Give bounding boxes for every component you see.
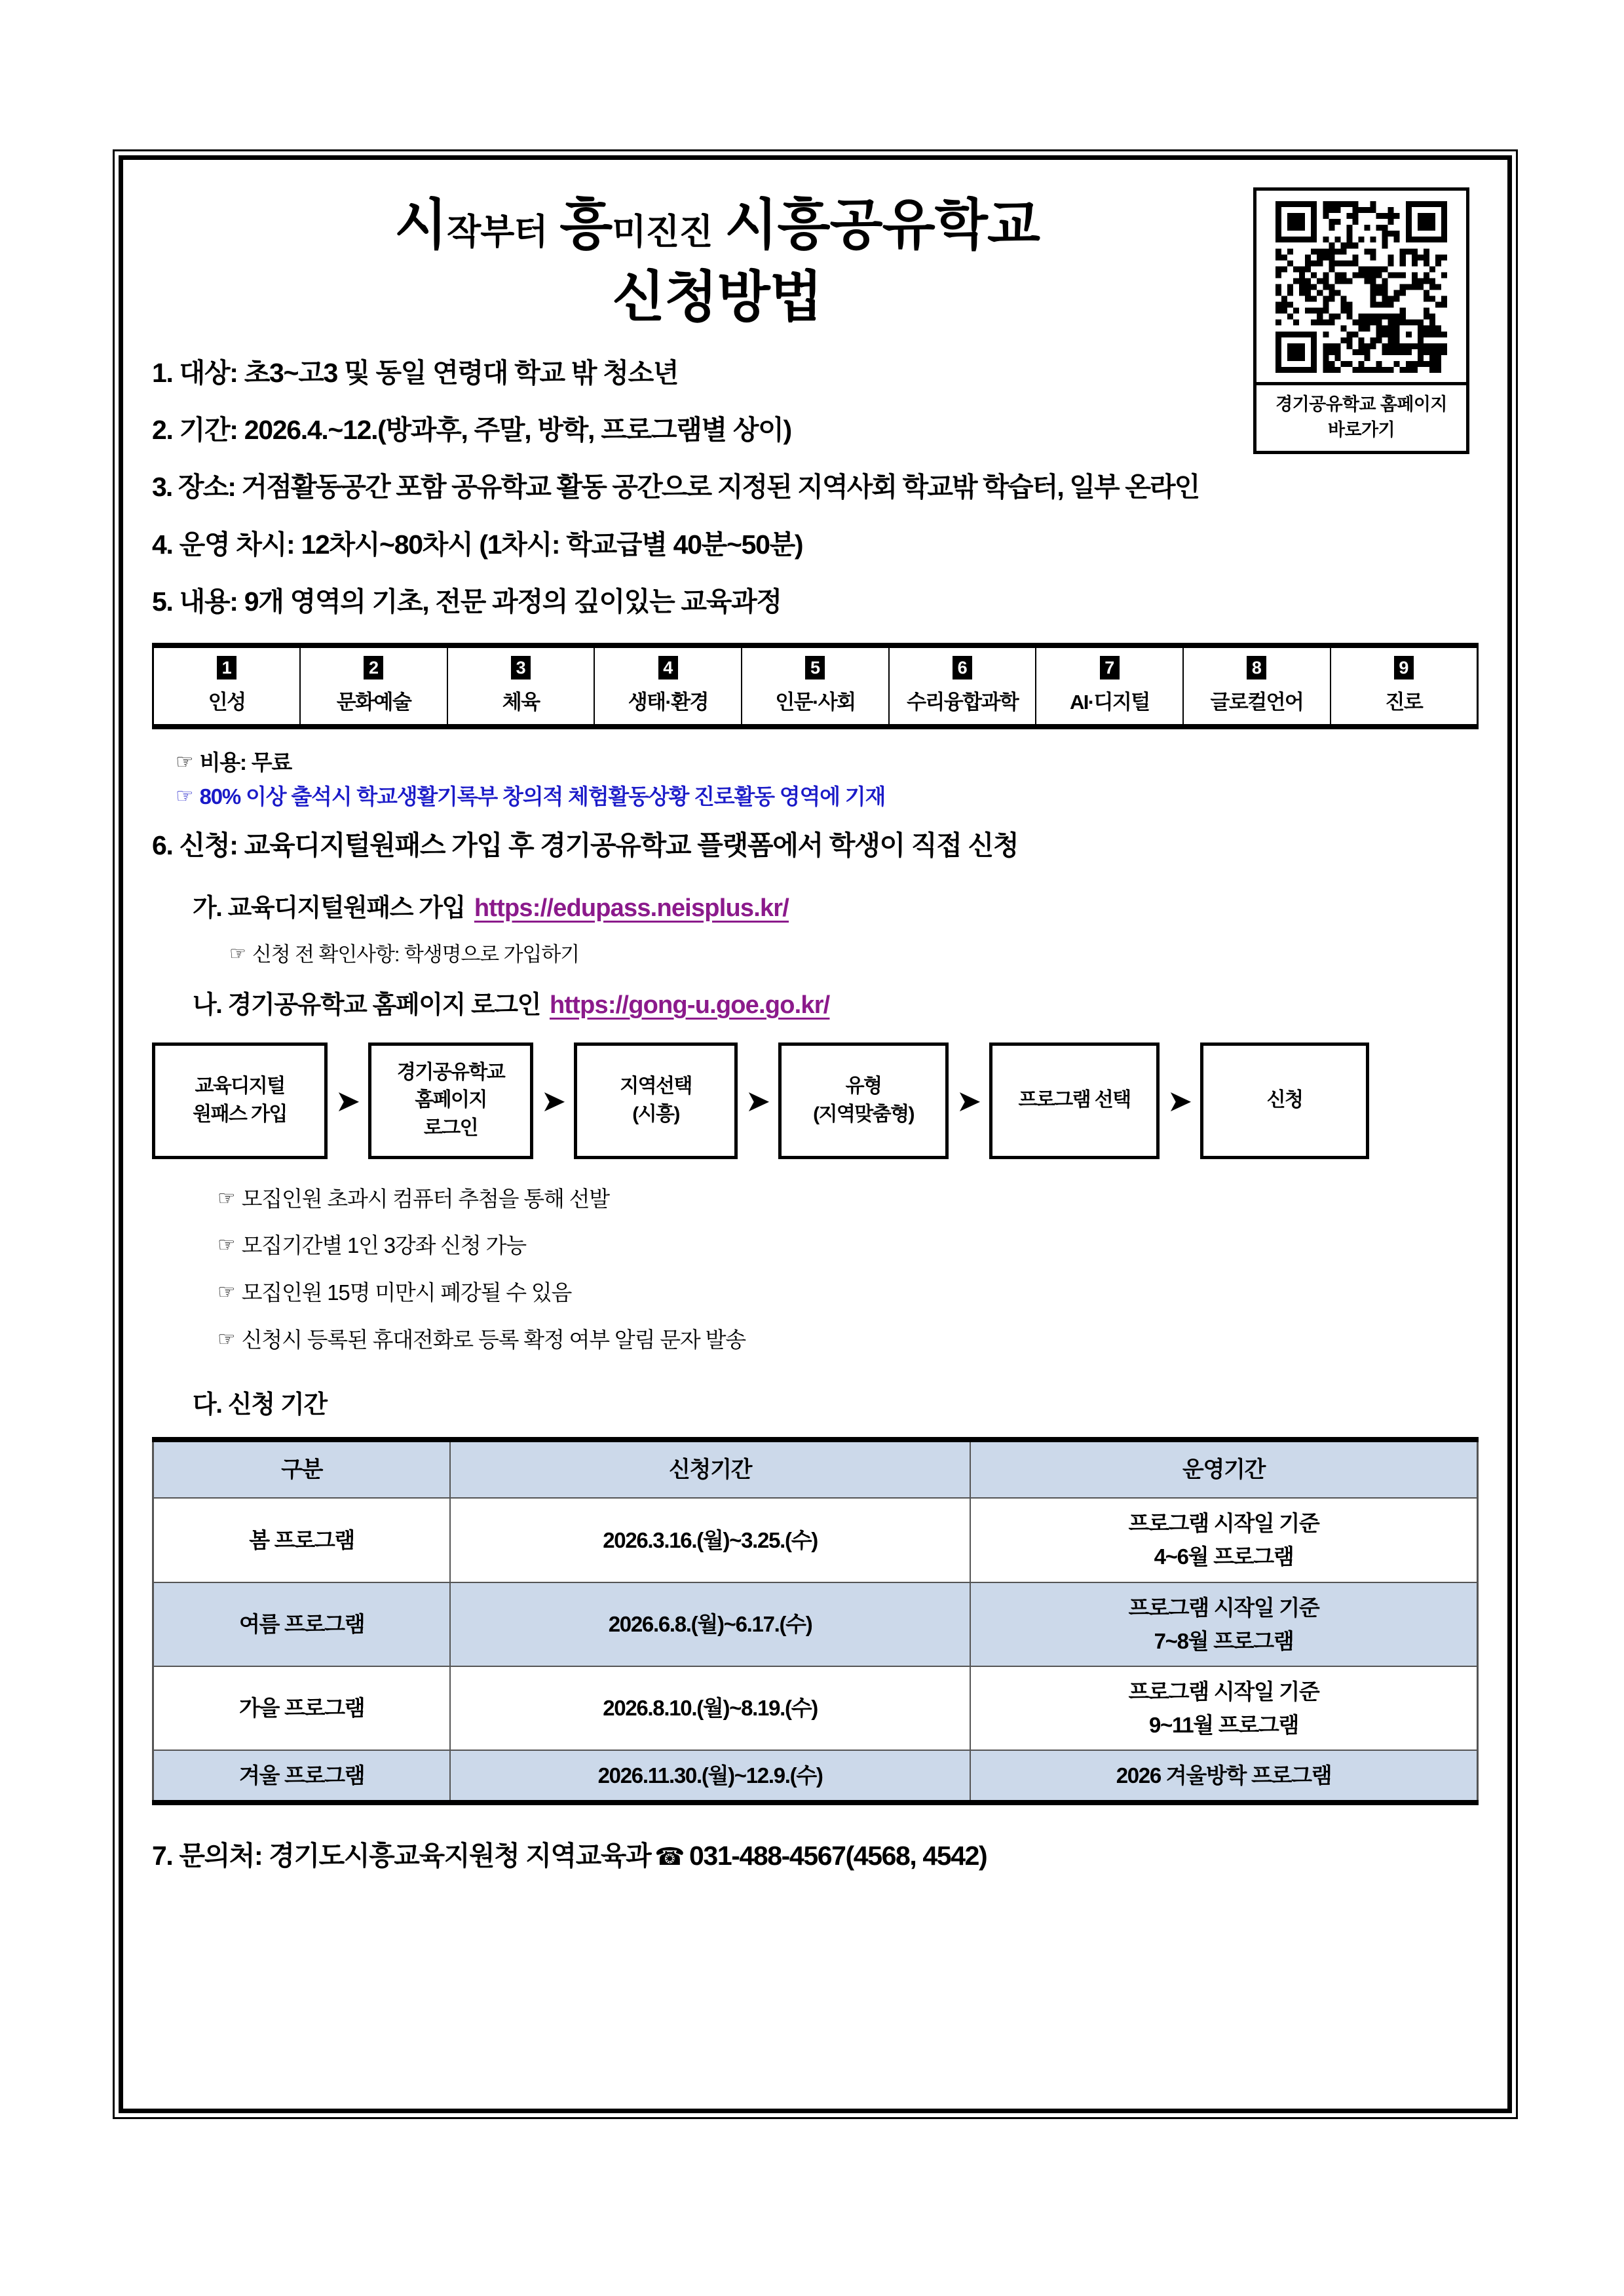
title-char-heung: 흥: [559, 194, 613, 256]
category-label-2: 문화예술: [336, 690, 411, 714]
page-subtitle: 신청방법: [612, 266, 822, 328]
flow-step-4-line-1: 유형: [845, 1075, 882, 1097]
hand-pointer-icon: ☞: [217, 1327, 235, 1350]
contact-office: 7. 문의처: 경기도시흥교육지원청 지역교육과: [152, 1841, 651, 1871]
hand-pointer-icon: ☞: [217, 1186, 235, 1210]
qr-caption-line-2: 바로가기: [1328, 420, 1395, 440]
schedule-operation-spring-line-1: 프로그램 시작일 기준: [1128, 1511, 1319, 1536]
flow-note-sms: [217, 1326, 1479, 1354]
category-label-9: 진로: [1385, 690, 1423, 714]
category-label-7: AI·디지털: [1069, 690, 1150, 714]
table-row: [153, 1582, 1478, 1666]
flow-arrow-icon: ➤: [956, 1083, 982, 1118]
schedule-operation-fall: [970, 1666, 1478, 1750]
category-badge-6: 6: [953, 656, 972, 679]
qr-code-link-box[interactable]: [1253, 187, 1469, 454]
sub-item-edupass-label: 가. 교육디지털원패스 가입: [193, 894, 465, 922]
platform-url-link[interactable]: https://gong-u.goe.go.kr/: [549, 991, 830, 1019]
category-cell-6: [889, 645, 1036, 727]
category-label-6: 수리융합과학: [907, 690, 1019, 714]
title-char-si: 시: [394, 194, 447, 256]
flow-step-6-line-1: 신청: [1266, 1089, 1303, 1111]
table-row: [153, 1750, 1478, 1803]
category-cell-7: [1036, 645, 1183, 727]
schedule-category-spring: 봄 프로그램: [153, 1498, 451, 1582]
category-label-5: 인문·사회: [775, 690, 856, 714]
flow-step-2-line-3: 로그인: [423, 1117, 478, 1139]
category-cell-3: [447, 645, 595, 727]
category-row: [153, 645, 1478, 727]
info-item-target: 1. 대상: 초3~고3 및 동일 연령대 학교 밖 청소년: [152, 357, 679, 388]
qr-code-image: [1275, 201, 1447, 373]
hand-pointer-icon: ☞: [217, 1280, 235, 1304]
schedule-category-fall: 가을 프로그램: [153, 1666, 451, 1750]
hand-pointer-icon: ☞: [176, 750, 193, 773]
title-text-school: 시흥공유학교: [725, 194, 1040, 256]
sub-note-student-name-text: 신청 전 확인사항: 학생명으로 가입하기: [252, 942, 580, 966]
flow-note-min-enrollment: [217, 1279, 1479, 1307]
schedule-operation-winter: 2026 겨울방학 프로그램: [970, 1750, 1478, 1803]
schedule-category-summer: 여름 프로그램: [153, 1582, 451, 1666]
flow-step-3-line-1: 지역선택: [620, 1075, 692, 1097]
cost-notes-block: [152, 749, 1479, 811]
flow-note-course-limit: [217, 1232, 1479, 1259]
flow-arrow-icon: ➤: [335, 1083, 361, 1118]
flow-step-apply: [1200, 1043, 1369, 1159]
note-attendance-record-text: 80% 이상 출석시 학교생활기록부 창의적 체험활동상황 진로활동 영역에 기재: [199, 784, 886, 809]
table-row: [153, 1498, 1478, 1582]
info-item-sessions: 4. 운영 차시: 12차시~80차시 (1차시: 학교급별 40분~50분): [152, 529, 803, 560]
category-label-4: 생태·환경: [628, 690, 708, 714]
flow-step-program-select: [989, 1043, 1160, 1159]
schedule-operation-fall-line-2: 9~11월 프로그램: [1148, 1712, 1299, 1737]
page-title-line-2: [152, 263, 1282, 330]
category-label-1: 인성: [208, 690, 246, 714]
schedule-table: [152, 1437, 1479, 1806]
title-text-jakbuteo: 작부터: [447, 212, 548, 252]
sub-item-edupass-signup: [193, 887, 1479, 923]
hand-pointer-icon: ☞: [217, 1233, 235, 1257]
category-badge-8: 8: [1247, 656, 1266, 679]
schedule-operation-spring: [970, 1498, 1478, 1582]
note-cost-free-text: 비용: 무료: [199, 750, 292, 775]
hand-pointer-icon: ☞: [176, 784, 193, 807]
schedule-operation-spring-line-2: 4~6월 프로그램: [1154, 1544, 1294, 1569]
flow-note-sms-text: 신청시 등록된 휴대전화로 등록 확정 여부 알림 문자 발송: [241, 1327, 746, 1352]
schedule-apply-summer: 2026.6.8.(월)~6.17.(수): [450, 1582, 970, 1666]
category-badge-2: 2: [364, 656, 383, 679]
flow-arrow-icon: ➤: [745, 1083, 771, 1118]
category-label-8: 글로컬언어: [1210, 690, 1304, 714]
schedule-heading: 다. 신청 기간: [193, 1390, 327, 1419]
hand-pointer-icon: ☞: [229, 943, 246, 965]
flow-arrow-icon: ➤: [540, 1083, 567, 1118]
document-page-body: [119, 155, 1512, 2113]
sub-item-platform-label: 나. 경기공유학교 홈페이지 로그인: [193, 991, 540, 1019]
edupass-url-link[interactable]: https://edupass.neisplus.kr/: [474, 894, 789, 922]
flow-note-course-limit-text: 모집기간별 1인 3강좌 신청 가능: [241, 1233, 526, 1258]
flow-step-2-line-2: 홈페이지: [415, 1089, 487, 1111]
info-item-location: 3. 장소: 거점활동공간 포함 공유학교 활동 공간으로 지정된 지역사회 학교밖 학습터, 일부 온라인: [152, 472, 1199, 503]
title-text-mijinjin: 미진진: [612, 212, 713, 252]
flow-step-homepage-login: [368, 1043, 533, 1159]
page-title-line-1: [152, 191, 1282, 258]
contact-line: [152, 1834, 1479, 1873]
schedule-header-row: [153, 1440, 1478, 1499]
flow-step-type-select: [778, 1043, 949, 1159]
flow-step-3-line-2: (시흥): [632, 1103, 679, 1125]
category-label-3: 체육: [502, 690, 540, 714]
schedule-operation-summer-line-1: 프로그램 시작일 기준: [1128, 1595, 1319, 1620]
flow-step-region-select: [574, 1043, 738, 1159]
flow-step-5-line-1: 프로그램 선택: [1018, 1089, 1131, 1111]
category-strip-table: [152, 643, 1479, 729]
flow-note-lottery-text: 모집인원 초과시 컴퓨터 추첨을 통해 선발: [241, 1186, 609, 1211]
category-badge-5: 5: [805, 656, 825, 679]
flow-arrow-icon: ➤: [1167, 1083, 1193, 1118]
flow-note-min-enrollment-text: 모집인원 15명 미만시 폐강될 수 있음: [241, 1280, 572, 1305]
schedule-col-apply-period: 신청기간: [450, 1440, 970, 1499]
category-badge-1: 1: [217, 656, 236, 679]
schedule-apply-winter: 2026.11.30.(월)~12.9.(수): [450, 1750, 970, 1803]
schedule-apply-spring: 2026.3.16.(월)~3.25.(수): [450, 1498, 970, 1582]
info-item-period: 2. 기간: 2026.4.~12.(방과후, 주말, 방학, 프로그램별 상이): [152, 415, 791, 446]
flow-step-2-line-1: 경기공유학교: [396, 1061, 505, 1083]
note-attendance-record: [176, 783, 1479, 811]
document-page-frame: [113, 149, 1518, 2119]
schedule-category-winter: 겨울 프로그램: [153, 1750, 451, 1803]
category-cell-4: [594, 645, 742, 727]
schedule-apply-fall: 2026.8.10.(월)~8.19.(수): [450, 1666, 970, 1750]
category-cell-1: [153, 645, 301, 727]
contact-phone-number: 031-488-4567(4568, 4542): [689, 1841, 987, 1871]
flow-note-lottery: [217, 1185, 1479, 1213]
flow-notes-list: [152, 1185, 1479, 1354]
schedule-operation-fall-line-1: 프로그램 시작일 기준: [1128, 1679, 1319, 1704]
category-badge-7: 7: [1100, 656, 1120, 679]
schedule-col-operation-period: 운영기간: [970, 1440, 1478, 1499]
flow-step-4-line-2: (지역맞춤형): [813, 1103, 914, 1125]
application-flow-chart: [152, 1043, 1479, 1159]
category-cell-5: [742, 645, 889, 727]
flow-step-1-line-1: 교육디지털: [195, 1075, 285, 1097]
category-cell-2: [300, 645, 447, 727]
sub-note-student-name: [229, 938, 1479, 967]
schedule-col-category: 구분: [153, 1440, 451, 1499]
table-row: [153, 1666, 1478, 1750]
category-badge-4: 4: [658, 656, 678, 679]
qr-caption-line-1: 경기공유학교 홈페이지: [1275, 394, 1447, 414]
category-badge-3: 3: [511, 656, 531, 679]
category-cell-8: [1183, 645, 1331, 727]
qr-caption: [1256, 382, 1466, 451]
flow-step-1-line-2: 원패스 가입: [193, 1103, 287, 1125]
category-cell-9: [1331, 645, 1478, 727]
note-cost-free: [176, 749, 1479, 776]
info-item-application: 6. 신청: 교육디지털원패스 가입 후 경기공유학교 플랫폼에서 학생이 직접 신청: [152, 830, 1019, 861]
category-badge-9: 9: [1394, 656, 1414, 679]
telephone-icon: ☎: [654, 1843, 685, 1871]
sub-item-platform-login: [193, 984, 1479, 1020]
info-item-content: 5. 내용: 9개 영역의 기초, 전문 과정의 깊이있는 교육과정: [152, 586, 782, 617]
schedule-operation-summer: [970, 1582, 1478, 1666]
qr-code-icon: [1256, 191, 1466, 382]
flow-step-edupass-signup: [152, 1043, 328, 1159]
schedule-operation-summer-line-2: 7~8월 프로그램: [1154, 1628, 1294, 1653]
